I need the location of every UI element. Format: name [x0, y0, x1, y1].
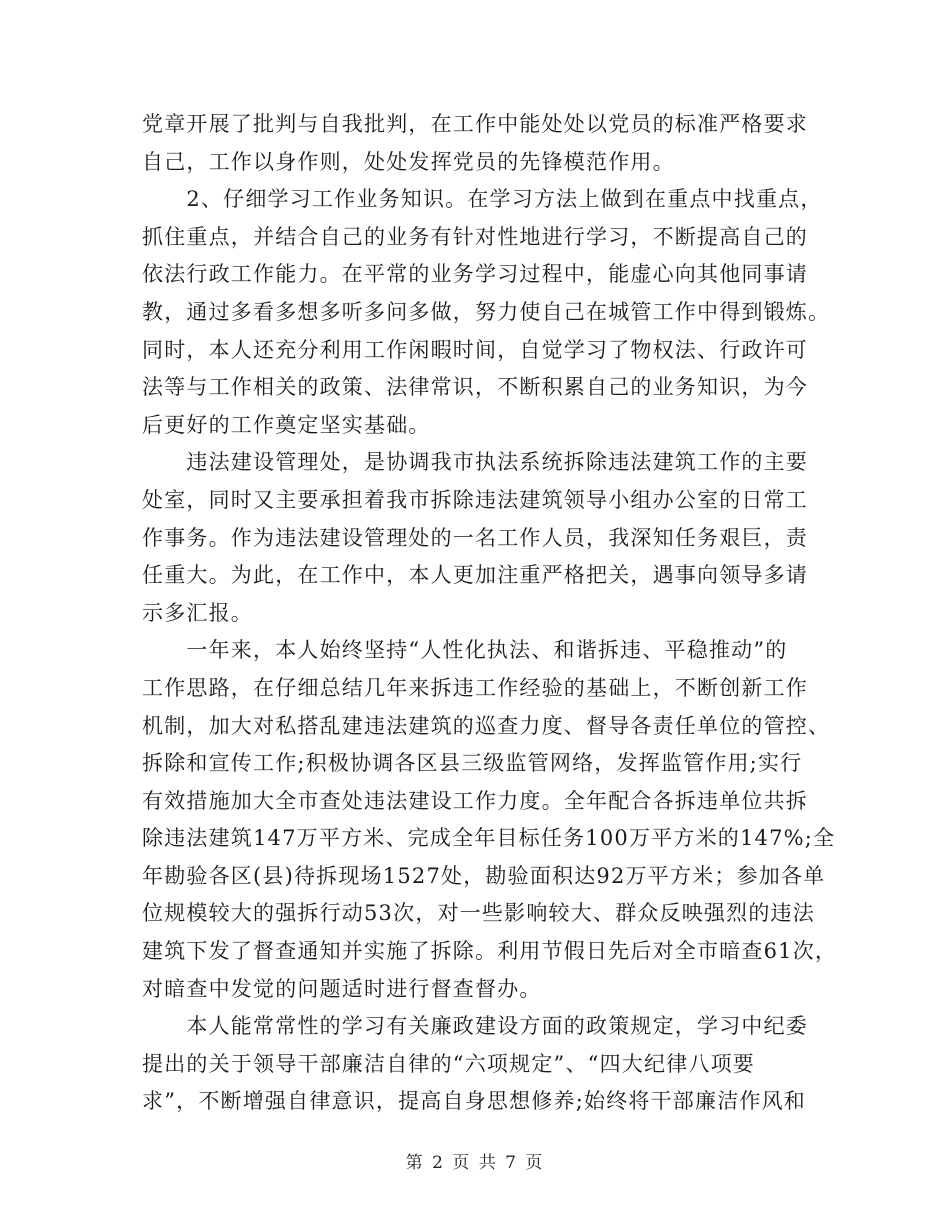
document-body: [142, 106, 838, 1121]
text-line: 除违法建筑147万平方米、完成全年目标任务100万平方米的147%;全: [142, 826, 836, 851]
text-line: 后更好的工作奠定坚实基础。: [142, 412, 431, 437]
paragraph: [142, 632, 838, 1008]
text-line: 抓住重点，并结合自己的业务有针对性地进行学习，不断提高自己的: [142, 224, 808, 249]
text-line: 违法建设管理处，是协调我市执法系统拆除违法建筑工作的主要: [142, 450, 808, 475]
text-line: 提出的关于领导干部廉洁自律的“六项规定”、“四大纪律八项要: [142, 1051, 756, 1076]
text-line: 自己，工作以身作则，处处发挥党员的先锋模范作用。: [142, 149, 675, 174]
text-line: 法等与工作相关的政策、法律常识，不断积累自己的业务知识，为今: [142, 375, 808, 400]
paragraph: [142, 181, 831, 444]
text-line: 建筑下发了督查通知并实施了拆除。利用节假日先后对全市暗查61次，: [142, 939, 838, 964]
text-line: 党章开展了批判与自我批判，在工作中能处处以党员的标准严格要求: [142, 112, 808, 136]
text-line: 作事务。作为违法建设管理处的一名工作人员，我深知任务艰巨，责: [142, 525, 808, 550]
text-line: 本人能常常性的学习有关廉政建设方面的政策规定，学习中纪委: [142, 1014, 808, 1039]
text-line: 位规模较大的强拆行动53次，对一些影响较大、群众反映强烈的违法: [142, 901, 815, 926]
text-line: 求”，不断增强自律意识，提高自身思想修养;始终将干部廉洁作风和: [142, 1089, 807, 1114]
text-line: 机制，加大对私搭乱建违法建筑的巡查力度、督导各责任单位的管控、: [142, 713, 831, 738]
text-line: 教，通过多看多想多听多问多做，努力使自己在城管工作中得到锻炼。: [142, 299, 831, 324]
text-line: 2、仔细学习工作业务知识。在学习方法上做到在重点中找重点，: [142, 187, 823, 212]
text-line: 有效措施加大全市查处违法建设工作力度。全年配合各拆违单位共拆: [142, 788, 808, 813]
text-line: 依法行政工作能力。在平常的业务学习过程中，能虚心向其他同事请: [142, 262, 808, 287]
text-line: 对暗查中发觉的问题适时进行督查督办。: [142, 976, 542, 1001]
text-line: 拆除和宣传工作;积极协调各区县三级监管网络，发挥监管作用;实行: [142, 751, 803, 776]
text-line: 处室，同时又主要承担着我市拆除违法建筑领导小组办公室的日常工: [142, 487, 808, 512]
paragraph: [142, 1008, 814, 1121]
text-line: 一年来，本人始终坚持“人性化执法、和谐拆违、平稳推动”的: [142, 638, 788, 663]
text-line: 同时，本人还充分利用工作闲暇时间，自觉学习了物权法、行政许可: [142, 337, 808, 362]
text-line: 任重大。为此，在工作中，本人更加注重严格把关，遇事向领导多请: [142, 563, 808, 588]
paragraph: [142, 444, 814, 632]
text-line: 工作思路，在仔细总结几年来拆违工作经验的基础上，不断创新工作: [142, 675, 808, 700]
text-line: 示多汇报。: [142, 600, 253, 625]
text-line: 年勘验各区(县)待拆现场1527处，勘验面积达92万平方米；参加各单: [142, 863, 826, 888]
page-number-footer: 第 2 页 共 7 页: [405, 1153, 545, 1173]
paragraph: [142, 106, 814, 181]
